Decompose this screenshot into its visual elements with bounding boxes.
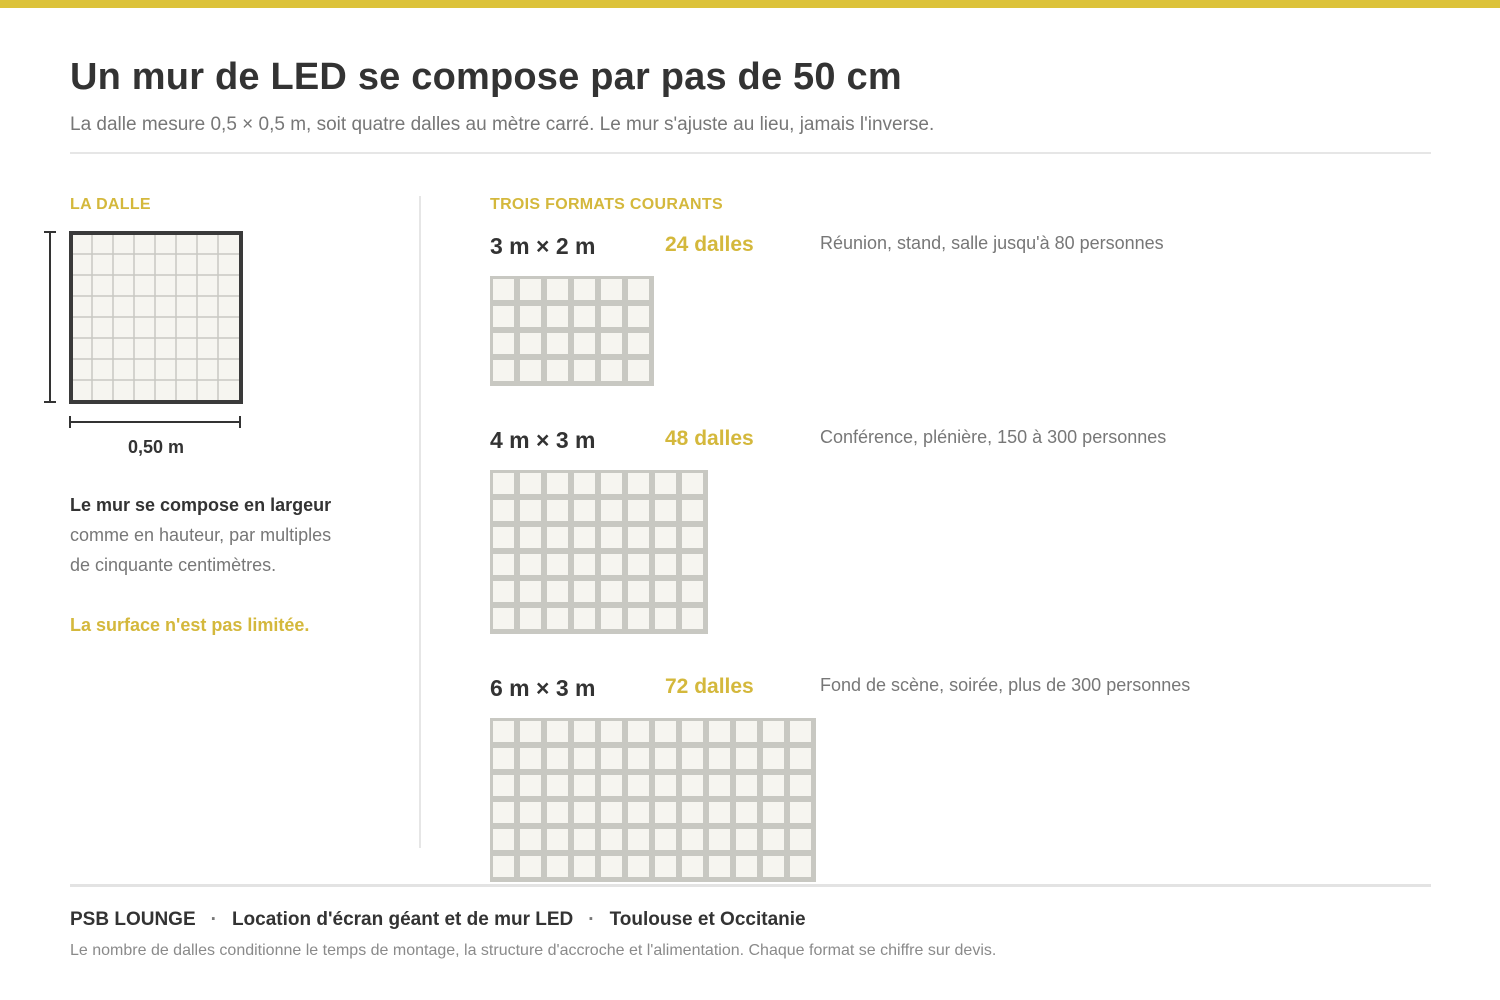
led-tile: [601, 775, 622, 796]
led-tile: [655, 856, 676, 877]
led-tile: [547, 802, 568, 823]
led-tile: [628, 802, 649, 823]
led-tile: [628, 581, 649, 602]
led-tile: [520, 721, 541, 742]
led-tile: [601, 802, 622, 823]
format-tile-grid: [490, 718, 816, 882]
footer-region: Toulouse et Occitanie: [609, 909, 806, 930]
format-tile-grid: [490, 276, 654, 386]
led-tile: [574, 500, 595, 521]
led-tile: [574, 473, 595, 494]
led-tile: [574, 802, 595, 823]
led-tile: [655, 473, 676, 494]
led-tile: [655, 829, 676, 850]
led-tile: [790, 856, 811, 877]
led-tile: [547, 279, 568, 300]
led-tile: [520, 554, 541, 575]
led-tile: [601, 856, 622, 877]
tile-description-line-2: comme en hauteur, par multiples: [70, 525, 332, 545]
led-tile: [520, 527, 541, 548]
led-tile: [493, 360, 514, 381]
led-tile: [520, 333, 541, 354]
led-tile: [628, 500, 649, 521]
led-tile: [547, 527, 568, 548]
led-tile: [547, 721, 568, 742]
led-tile: [655, 775, 676, 796]
led-tile: [547, 856, 568, 877]
led-tile: [520, 775, 541, 796]
led-tile: [601, 581, 622, 602]
led-tile: [628, 829, 649, 850]
led-tile: [520, 748, 541, 769]
tile-highlight: La surface n'est pas limitée.: [70, 615, 310, 635]
led-tile: [520, 829, 541, 850]
formats-section-label: TROIS FORMATS COURANTS: [490, 196, 723, 213]
format-use-case: Réunion, stand, salle jusqu'à 80 personnes: [820, 233, 1164, 253]
led-tile: [655, 802, 676, 823]
led-tile: [682, 748, 703, 769]
led-tile: [547, 829, 568, 850]
led-tile: [493, 554, 514, 575]
led-tile: [574, 775, 595, 796]
led-tile: [682, 554, 703, 575]
led-tile: [574, 360, 595, 381]
led-tile: [493, 721, 514, 742]
led-tile: [493, 279, 514, 300]
led-tile: [601, 748, 622, 769]
led-tile: [601, 360, 622, 381]
format-tile-grid: [490, 470, 708, 634]
led-tile: [601, 279, 622, 300]
led-tile: [709, 802, 730, 823]
led-tile: [601, 306, 622, 327]
led-tile: [574, 527, 595, 548]
led-tile: [520, 608, 541, 629]
led-tile: [574, 279, 595, 300]
led-tile: [790, 802, 811, 823]
led-tile: [574, 306, 595, 327]
led-tile: [736, 802, 757, 823]
led-tile: [682, 721, 703, 742]
led-tile: [574, 608, 595, 629]
led-tile: [574, 856, 595, 877]
page-title: Un mur de LED se compose par pas de 50 cm: [70, 56, 902, 98]
led-tile: [601, 500, 622, 521]
led-tile: [574, 829, 595, 850]
footer-separator: ·: [588, 909, 595, 930]
led-tile: [709, 775, 730, 796]
led-tile: [709, 721, 730, 742]
led-tile: [547, 581, 568, 602]
led-tile-diagram: [40, 225, 250, 465]
led-tile: [790, 829, 811, 850]
header-divider: [70, 152, 1431, 154]
led-tile: [682, 473, 703, 494]
led-tile: [493, 802, 514, 823]
led-tile: [709, 829, 730, 850]
led-tile: [574, 748, 595, 769]
led-tile: [493, 333, 514, 354]
led-tile: [493, 581, 514, 602]
led-tile: [709, 748, 730, 769]
format-tile-count: 24 dalles: [665, 233, 754, 256]
led-tile: [655, 554, 676, 575]
led-tile: [628, 608, 649, 629]
led-tile: [763, 802, 784, 823]
led-tile: [682, 581, 703, 602]
led-tile: [601, 527, 622, 548]
led-tile: [601, 554, 622, 575]
led-tile: [628, 473, 649, 494]
format-dimensions: 3 m × 2 m: [490, 233, 596, 259]
led-tile: [520, 360, 541, 381]
led-tile: [493, 856, 514, 877]
led-tile: [520, 306, 541, 327]
led-tile: [493, 500, 514, 521]
format-use-case: Fond de scène, soirée, plus de 300 personnes: [820, 675, 1191, 695]
led-tile: [790, 748, 811, 769]
led-tile: [655, 581, 676, 602]
led-tile: [682, 856, 703, 877]
led-tile: [520, 279, 541, 300]
led-tile: [709, 856, 730, 877]
column-divider: [419, 196, 421, 848]
led-tile: [736, 829, 757, 850]
led-tile: [736, 748, 757, 769]
footer-separator: ·: [210, 909, 217, 930]
led-tile: [763, 829, 784, 850]
led-tile: [493, 775, 514, 796]
format-tile-count: 72 dalles: [665, 675, 754, 698]
led-tile: [628, 748, 649, 769]
led-tile: [520, 802, 541, 823]
led-tile: [655, 748, 676, 769]
led-tile: [547, 360, 568, 381]
led-tile: [493, 608, 514, 629]
led-tile: [547, 306, 568, 327]
led-tile: [547, 608, 568, 629]
led-tile: [493, 527, 514, 548]
led-tile: [493, 306, 514, 327]
led-tile: [628, 527, 649, 548]
footer-divider: [70, 884, 1431, 887]
led-tile: [655, 721, 676, 742]
led-tile: [574, 554, 595, 575]
led-tile: [763, 748, 784, 769]
tile-description-line-3: de cinquante centimètres.: [70, 555, 277, 575]
led-tile: [547, 473, 568, 494]
footer-tagline: [70, 909, 806, 931]
format-dimensions: 4 m × 3 m: [490, 427, 596, 453]
led-tile: [601, 473, 622, 494]
led-tile: [628, 279, 649, 300]
led-tile: [493, 748, 514, 769]
led-tile: [682, 802, 703, 823]
led-tile: [601, 721, 622, 742]
tile-description-strong: Le mur se compose en largeur: [70, 495, 332, 515]
format-use-case: Conférence, plénière, 150 à 300 personnes: [820, 427, 1167, 447]
footer-brand: PSB LOUNGE: [70, 909, 196, 930]
led-tile: [574, 333, 595, 354]
led-tile: [763, 775, 784, 796]
led-tile: [601, 829, 622, 850]
top-accent-bar: [0, 0, 1500, 8]
led-tile: [628, 554, 649, 575]
led-tile: [682, 775, 703, 796]
led-tile: [628, 360, 649, 381]
led-tile: [520, 856, 541, 877]
led-tile: [628, 306, 649, 327]
led-tile: [628, 721, 649, 742]
led-tile: [520, 473, 541, 494]
led-tile: [736, 856, 757, 877]
led-tile: [763, 721, 784, 742]
led-tile: [493, 473, 514, 494]
led-tile: [682, 829, 703, 850]
led-tile: [547, 775, 568, 796]
led-tile: [601, 608, 622, 629]
led-tile: [628, 856, 649, 877]
led-tile: [547, 500, 568, 521]
led-tile: [520, 500, 541, 521]
footer-service: Location d'écran géant et de mur LED: [231, 909, 574, 930]
led-tile: [682, 527, 703, 548]
format-dimensions: 6 m × 3 m: [490, 675, 596, 701]
format-tile-count: 48 dalles: [665, 427, 754, 450]
led-tile: [763, 856, 784, 877]
led-tile: [547, 554, 568, 575]
led-tile: [493, 829, 514, 850]
led-tile: [574, 721, 595, 742]
led-tile: [790, 775, 811, 796]
led-tile: [628, 775, 649, 796]
led-tile: [655, 500, 676, 521]
led-tile: [790, 721, 811, 742]
led-tile: [601, 333, 622, 354]
tile-section-label: LA DALLE: [70, 196, 151, 213]
led-tile: [574, 581, 595, 602]
led-tile: [520, 581, 541, 602]
led-tile: [655, 527, 676, 548]
led-tile: [655, 608, 676, 629]
led-tile: [547, 748, 568, 769]
led-tile: [736, 721, 757, 742]
footer-note: Le nombre de dalles conditionne le temps de montage, la structure d'accroche et l'alimentation. Chaque format se chiffre sur devis.: [70, 942, 997, 959]
page-subtitle: La dalle mesure 0,5 × 0,5 m, soit quatre dalles au mètre carré. Le mur s'ajuste au lieu, jamais l'inverse.: [70, 114, 935, 135]
led-tile: [547, 333, 568, 354]
led-tile: [628, 333, 649, 354]
tile-dimension-label: 0,50 m: [127, 437, 185, 457]
led-tile: [682, 608, 703, 629]
led-tile: [682, 500, 703, 521]
led-tile: [736, 775, 757, 796]
